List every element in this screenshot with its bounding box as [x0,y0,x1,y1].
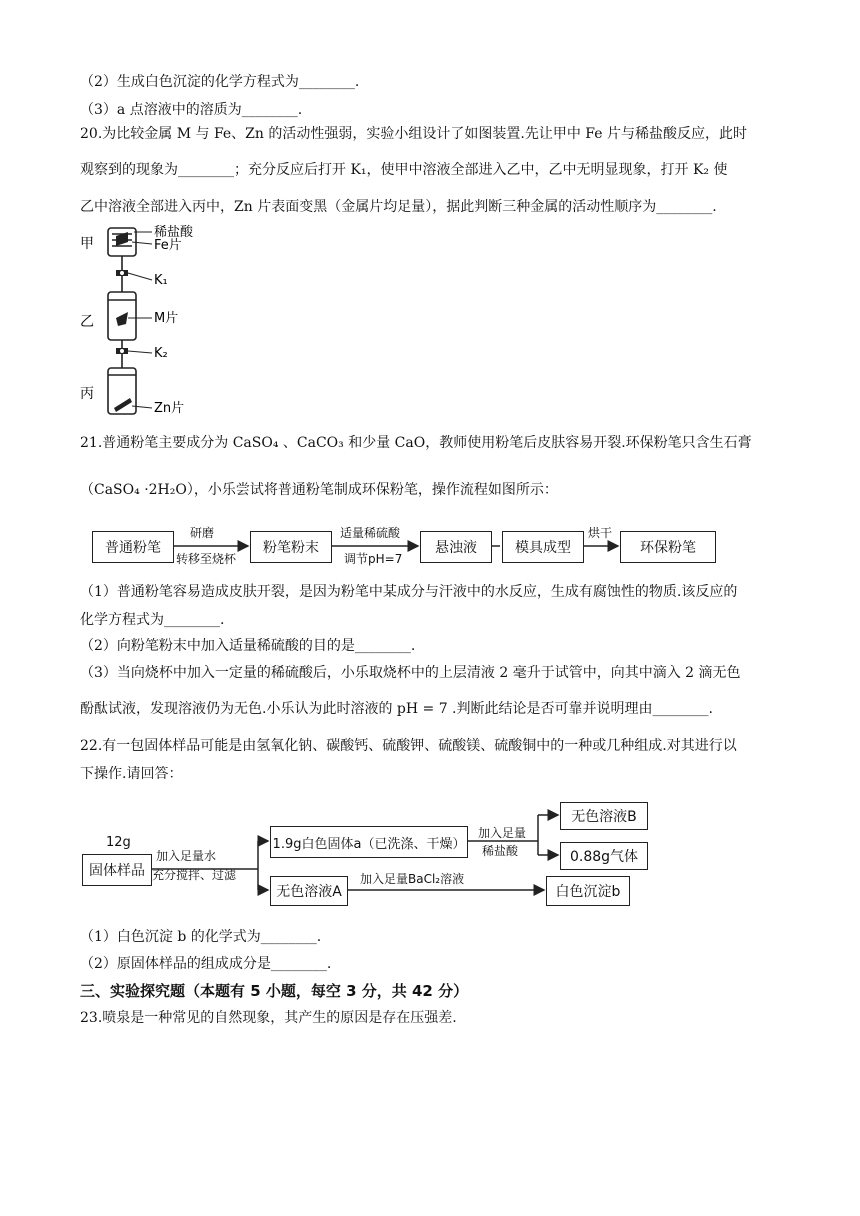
label-fe: Fe片 [154,238,182,253]
section-3-heading: 三、实验探究题（本题有 5 小题，每空 3 分，共 42 分） [80,982,469,1000]
flow-box-ppt-b: 白色沉淀b [546,876,630,906]
flow-label-acid: 适量稀硫酸 [340,526,401,540]
flow-label-add-hcl: 加入足量 [478,826,527,840]
flow-label-transfer: 转移至烧杯 [176,552,237,566]
label-m: M片 [154,311,179,326]
q21-part3-line2: 酚酞试液，发现溶液仍为无色.小乐认为此时溶液的 pH = 7 .判断此结论是否可靠并说明理由________. [80,701,713,717]
flow-box-ordinary-chalk: 普通粉笔 [92,531,174,563]
q21-line1: 21.普通粉笔主要成分为 CaSO₄ 、CaCO₃ 和少量 CaO，教师使用粉笔后皮肤容易开裂.环保粉笔只含生石膏 [80,435,752,451]
flow-mass-label: 12g [106,835,131,850]
flow-box-eco-chalk: 环保粉笔 [620,531,716,563]
flow-box-mold: 模具成型 [502,531,584,563]
q20-line3: 乙中溶液全部进入丙中，Zn 片表面变黑（金属片均足量），据此判断三种金属的活动性顺序为________. [80,199,717,215]
flow-label-add-water: 加入足量水 [156,849,217,863]
q21-part1-line1: （1）普通粉笔容易造成皮肤开裂，是因为粉笔中某成分与汗液中的水反应，生成有腐蚀性的物质.该反应的 [80,584,738,600]
q21-part2: （2）向粉笔粉末中加入适量稀硫酸的目的是________. [80,638,416,654]
q19-part3: （3）a 点溶液中的溶质为________. [80,102,303,118]
label-zn: Zn片 [154,401,185,416]
q22-line2: 下操作.请回答： [80,766,183,782]
label-k2: K₂ [154,346,168,361]
flow-box-gas: 0.88g气体 [560,842,648,870]
q22-part2: （2）原固体样品的组成成分是________. [80,956,332,972]
q19-part2: （2）生成白色沉淀的化学方程式为________. [80,74,360,90]
label-acid: 稀盐酸 [154,225,194,240]
q20-line2: 观察到的现象为________；充分反应后打开 K₁，使甲中溶液全部进入乙中，乙中无明显现象，打开 K₂ 使 [80,162,728,178]
label-k1: K₁ [154,273,168,288]
label-bing: 丙 [80,386,94,402]
flow-box-sample: 固体样品 [82,854,152,886]
flow-label-dilute-hcl: 稀盐酸 [482,844,519,858]
flow-box-chalk-powder: 粉笔粉末 [250,531,332,563]
q20-line1: 20.为比较金属 M 与 Fe、Zn 的活动性强弱，实验小组设计了如图装置.先让甲中 Fe 片与稀盐酸反应，此时 [80,126,747,142]
flow-box-solution-b: 无色溶液B [560,802,648,830]
flow-box-white-solid: 1.9g白色固体a（已洗涤、干燥） [270,826,468,858]
flow-box-solution-a: 无色溶液A [270,876,348,906]
flow-label-add-bacl2: 加入足量BaCl₂溶液 [360,872,465,886]
label-jia: 甲 [80,236,94,252]
q22-part1: （1）白色沉淀 b 的化学式为________. [80,929,322,945]
flow-label-stir-filter: 充分搅拌、过滤 [152,868,237,882]
q21-part1-line2: 化学方程式为________. [80,612,225,628]
q22-line1: 22.有一包固体样品可能是由氢氧化钠、碳酸钙、硫酸钾、硫酸镁、硫酸铜中的一种或几种组成.对其进行以 [80,738,737,754]
flow-label-dry: 烘干 [588,526,613,540]
flow-label-ph: 调节pH=7 [344,552,403,566]
flow-box-suspension: 悬浊液 [420,531,492,563]
q21-part3-line1: （3）当向烧杯中加入一定量的稀硫酸后，小乐取烧杯中的上层清液 2 毫升于试管中，向其中滴入 2 滴无色 [80,665,741,681]
q23-line1: 23.喷泉是一种常见的自然现象，其产生的原因是存在压强差. [80,1010,457,1026]
flow-label-grind: 研磨 [190,526,215,540]
q21-line2: （CaSO₄ ·2H₂O），小乐尝试将普通粉笔制成环保粉笔，操作流程如图所示： [80,482,558,498]
label-yi: 乙 [80,314,94,330]
